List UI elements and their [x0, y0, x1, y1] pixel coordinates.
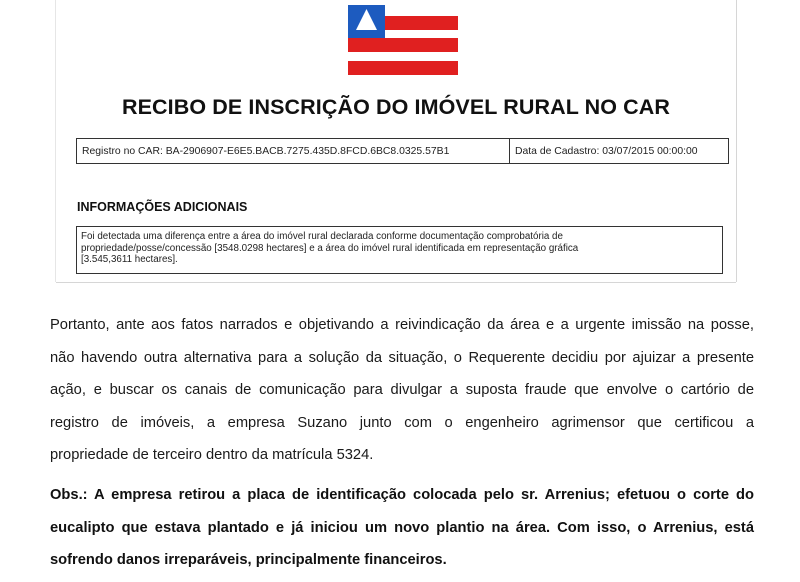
- flag-stripe-red: [348, 61, 458, 75]
- car-receipt-image: [56, 0, 736, 282]
- info-line: Foi detectada uma diferença entre a área do imóvel rural declarada conforme documentação comprobatória de: [81, 231, 563, 242]
- paragraph-line: ação, e buscar os canais de comunicação para divulgar a suposta fraude que envolve o cartório de: [50, 382, 754, 398]
- flag-stripe-red: [348, 38, 458, 52]
- info-line: propriedade/posse/concessão [3548.0298 hectares] e a área do imóvel rural identificada em representação gráfica: [81, 242, 579, 254]
- paragraph-line: propriedade de terceiro dentro da matrícula 5324.: [50, 447, 374, 463]
- additional-info-heading: INFORMAÇÕES ADICIONAIS: [77, 200, 248, 214]
- registration-date: Data de Cadastro: 03/07/2015 00:00:00: [515, 145, 698, 157]
- paragraph-line: não havendo outra alternativa para a solução da situação, o Requerente decidiu por ajuizar a presente: [50, 349, 754, 366]
- additional-info-box: [76, 226, 723, 274]
- car-registration-number: Registro no CAR: BA-2906907-E6E5.BACB.7275.435D.8FCD.6BC8.0325.57B1: [77, 139, 510, 163]
- paragraph-line: registro de imóveis, a empresa Suzano junto com o engenheiro agrimensor que certificou a: [50, 414, 754, 431]
- registration-box: [76, 138, 729, 164]
- paragraph-line: sofrendo danos irreparáveis, principalmente financeiros.: [50, 552, 447, 568]
- bahia-flag-icon: [348, 5, 458, 77]
- observation-paragraph: [50, 479, 754, 577]
- paragraph-line: Obs.: A empresa retirou a placa de identificação colocada pelo sr. Arrenius; efetuou o corte do: [50, 487, 754, 503]
- flag-stripe-red: [385, 16, 458, 30]
- paragraph-line: eucalipto que estava plantado e já iniciou um novo plantio na área. Com isso, o Arrenius, está: [50, 519, 754, 536]
- info-line: [3.545,3611 hectares].: [81, 254, 178, 266]
- receipt-title: RECIBO DE INSCRIÇÃO DO IMÓVEL RURAL NO CAR: [121, 95, 671, 119]
- paragraph-line: Portanto, ante aos fatos narrados e objetivando a reivindicação da área e a urgente imissão na posse,: [50, 317, 754, 333]
- body-paragraph: [50, 309, 754, 472]
